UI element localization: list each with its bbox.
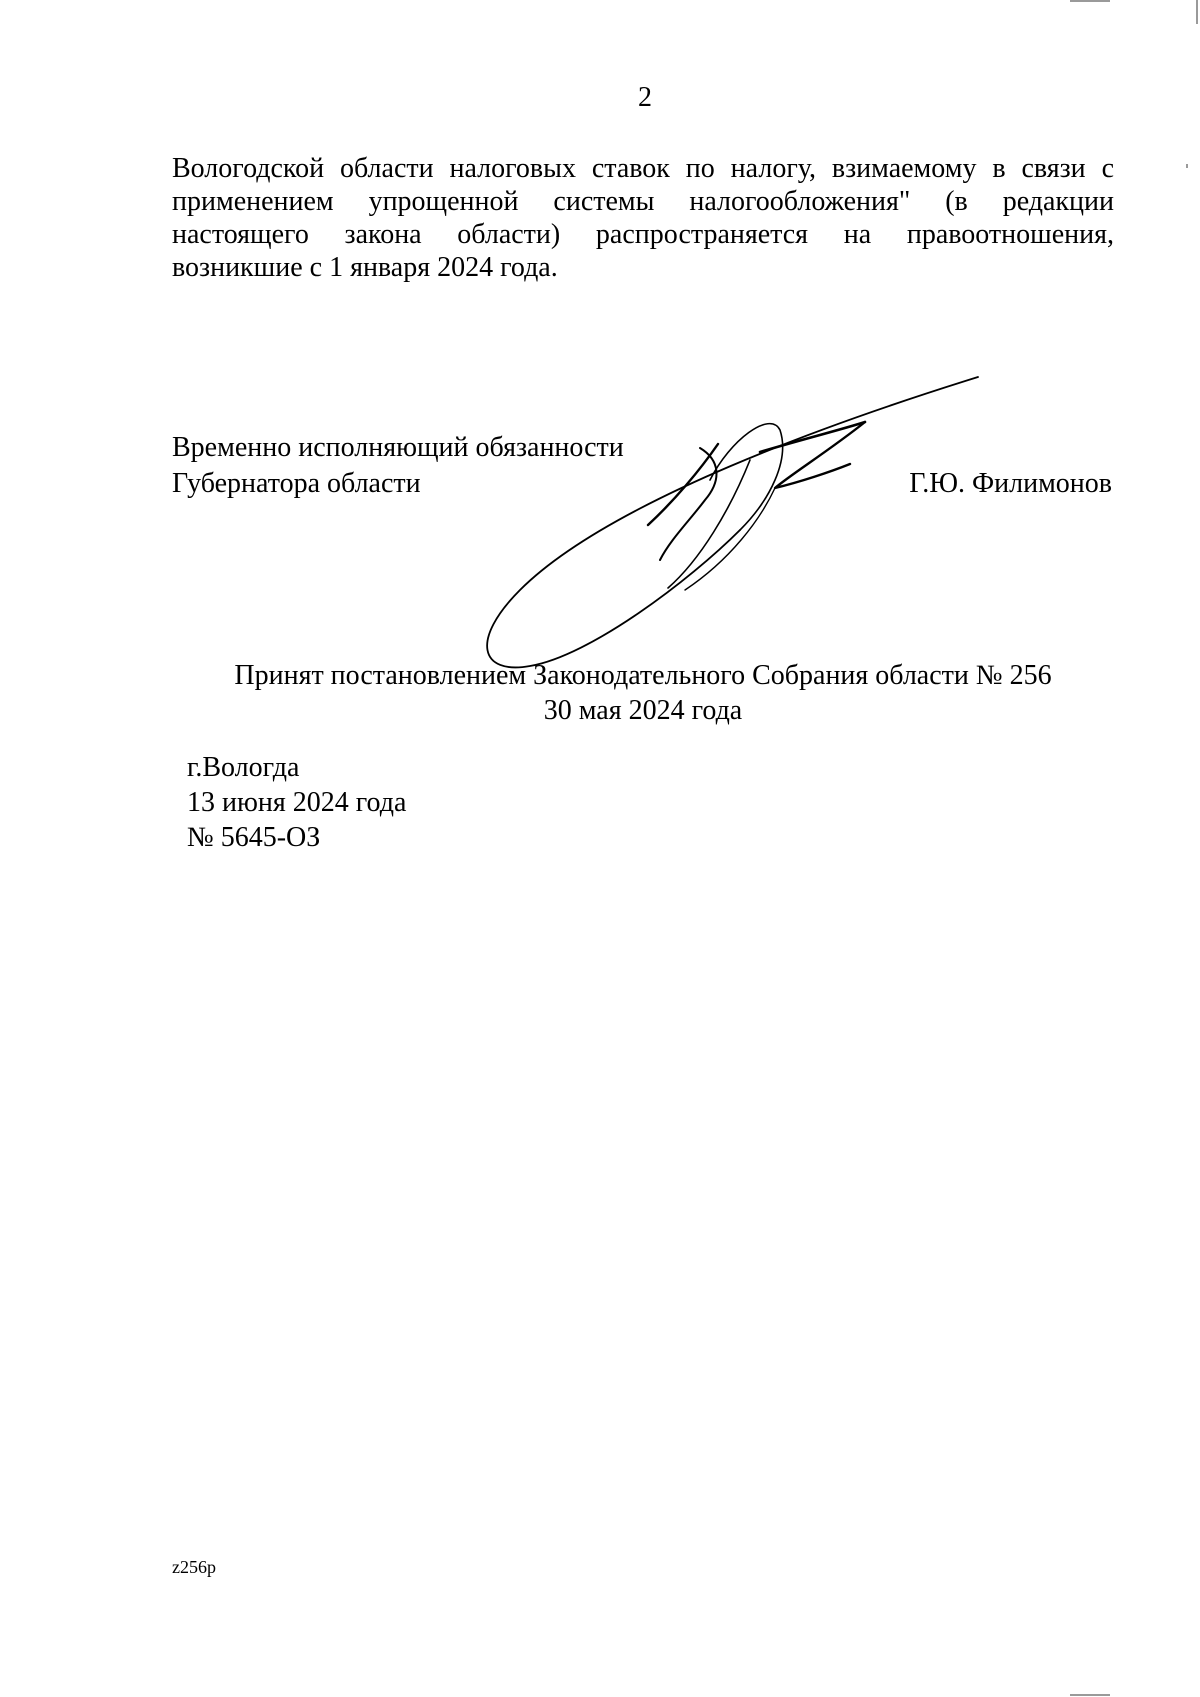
scan-artifact (1070, 0, 1110, 2)
scan-artifact (1196, 0, 1198, 24)
signer-name: Г.Ю. Филимонов (909, 468, 1112, 499)
document-code: z256р (172, 1557, 216, 1577)
adoption-date: 30 мая 2024 года (543, 695, 743, 726)
paragraph-line: настоящего закона области) распространяется на правоотношения, (172, 219, 1114, 250)
law-number: № 5645-ОЗ (187, 822, 321, 853)
handwritten-signature (460, 360, 1000, 680)
place-date-number (187, 750, 406, 855)
scan-artifact (1070, 1694, 1110, 1696)
page-number: 2 (638, 82, 652, 113)
place-date: 13 июня 2024 года (187, 787, 407, 818)
paragraph-line: применением упрощенной системы налогообложения" (в редакции (172, 186, 1114, 217)
adoption-line: Принят постановлением Законодательного Собрания области № 256 (234, 660, 1052, 691)
paragraph-line: возникшие с 1 января 2024 года. (172, 252, 558, 283)
adoption-note (172, 658, 1114, 728)
law-paragraph (172, 152, 1114, 284)
signer-position-line: Губернатора области (172, 468, 421, 499)
signer-position-line: Временно исполняющий обязанности (172, 432, 624, 463)
paragraph-line: Вологодской области налоговых ставок по налогу, взимаемому в связи с (172, 153, 1114, 184)
place-city: г.Вологда (187, 752, 300, 783)
scan-artifact (1186, 164, 1188, 168)
